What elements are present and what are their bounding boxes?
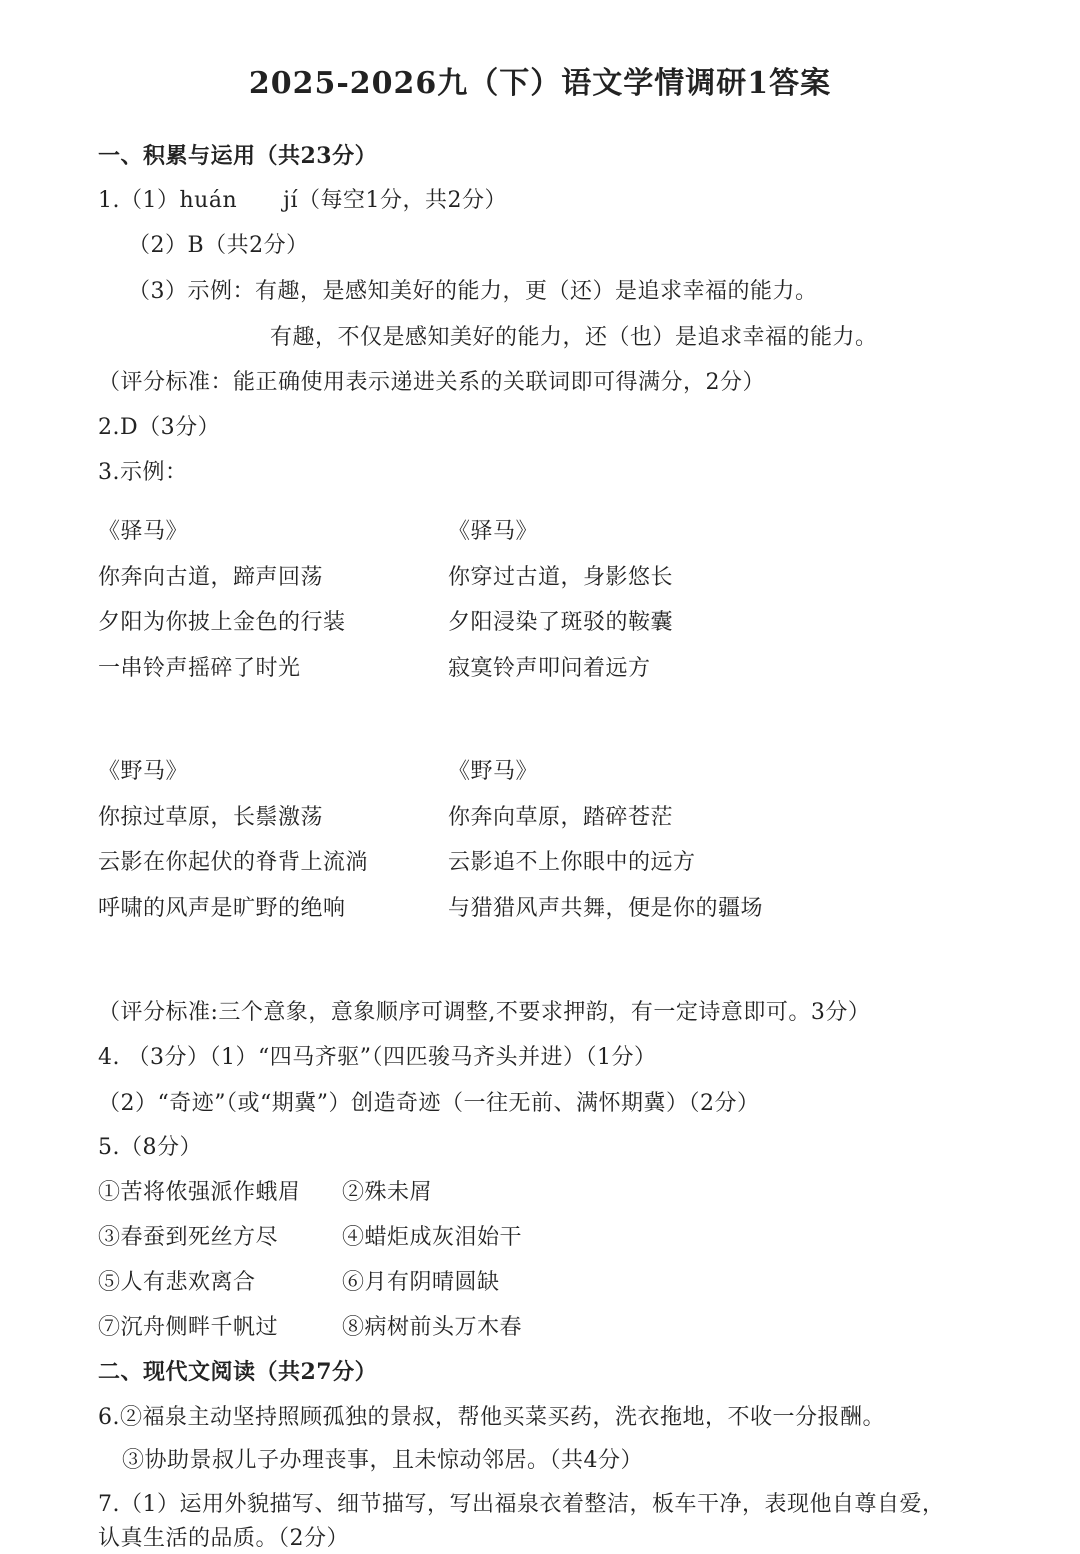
poem1-right-title: 《驿马》 — [448, 519, 539, 544]
q5-answer: ⑦沉舟侧畔千帆过 — [98, 1315, 279, 1340]
q4-line2: （2）“奇迹”（或“期冀”）创造奇迹（一往无前、满怀期冀）（2分） — [98, 1091, 760, 1116]
q1-part3-alt: 有趣，不仅是感知美好的能力，还（也）是追求幸福的能力。 — [270, 325, 878, 350]
poem1-right-line: 寂寞铃声叩问着远方 — [448, 656, 651, 681]
poem1-right-line: 你穿过古道，身影悠长 — [448, 565, 674, 590]
poem2-left-line: 你掠过草原，长鬃激荡 — [98, 805, 324, 830]
q5-answer: ⑥月有阴晴圆缺 — [342, 1270, 500, 1295]
q2-answer: 2.D（3分） — [98, 415, 221, 440]
q5-answer: ⑤人有悲欢离合 — [98, 1270, 256, 1295]
q5-answer: ③春蚕到死丝方尽 — [98, 1225, 279, 1250]
q5-head: 5.（8分） — [98, 1135, 202, 1160]
q1-criteria: （评分标准：能正确使用表示递进关系的关联词即可得满分，2分） — [98, 370, 765, 395]
q6-line2: ③协助景叔儿子办理丧事，且未惊动邻居。（共4分） — [122, 1448, 643, 1473]
poem1-left-line: 一串铃声摇碎了时光 — [98, 656, 301, 681]
q1-part1 — [98, 186, 507, 216]
section2-heading: 二、现代文阅读（共27分） — [98, 1359, 378, 1385]
q3-criteria: （评分标准:三个意象，意象顺序可调整,不要求押韵，有一定诗意即可。3分） — [98, 1000, 871, 1025]
q1-part2: （2）B（共2分） — [128, 233, 309, 258]
poem2-right-title: 《野马》 — [448, 759, 539, 784]
poem1-right-line: 夕阳浸染了斑驳的鞍囊 — [448, 610, 674, 635]
poem1-left-title: 《驿马》 — [98, 519, 189, 544]
section1-heading: 一、积累与运用（共23分） — [98, 143, 378, 169]
poem2-left-line: 云影在你起伏的脊背上流淌 — [98, 850, 369, 875]
q4-line1: 4. （3分）（1）“四马齐驱”（四匹骏马齐头并进）（1分） — [98, 1045, 657, 1070]
q5-answer: ⑧病树前头万木春 — [342, 1315, 523, 1340]
q7-line1: 7.（1）运用外貌描写、细节描写，写出福泉衣着整洁，板车干净，表现他自尊自爱， — [98, 1492, 945, 1517]
q5-answer: ②殊未屑 — [342, 1180, 433, 1205]
q3-intro: 3.示例： — [98, 460, 188, 485]
q5-answer: ④蜡炬成灰泪始干 — [342, 1225, 523, 1250]
poem2-right-line: 云影追不上你眼中的远方 — [448, 850, 696, 875]
poem1-left-line: 夕阳为你披上金色的行装 — [98, 610, 346, 635]
poem2-right-line: 与猎猎风声共舞，便是你的疆场 — [448, 896, 764, 921]
poem2-left-title: 《野马》 — [98, 759, 189, 784]
poem2-left-line: 呼啸的风声是旷野的绝响 — [98, 896, 346, 921]
poem2-right-line: 你奔向草原，踏碎苍茫 — [448, 805, 674, 830]
q1-part1-label: 1.（1）huán — [98, 188, 238, 213]
poem1-left-line: 你奔向古道，蹄声回荡 — [98, 565, 324, 590]
q6-line1: 6.②福泉主动坚持照顾孤独的景叔，帮他买菜买药，洗衣拖地，不收一分报酬。 — [98, 1405, 885, 1430]
q1-part1-pinyin2: jí（每空1分，共2分） — [283, 188, 507, 213]
document-title: 2025-2026九（下）语文学情调研1答案 — [248, 66, 832, 101]
q5-answer: ①苦将侬强派作蛾眉 — [98, 1180, 301, 1205]
q1-part3: （3）示例：有趣，是感知美好的能力，更（还）是追求幸福的能力。 — [128, 279, 818, 304]
q7-line2: 认真生活的品质。（2分） — [98, 1526, 349, 1551]
